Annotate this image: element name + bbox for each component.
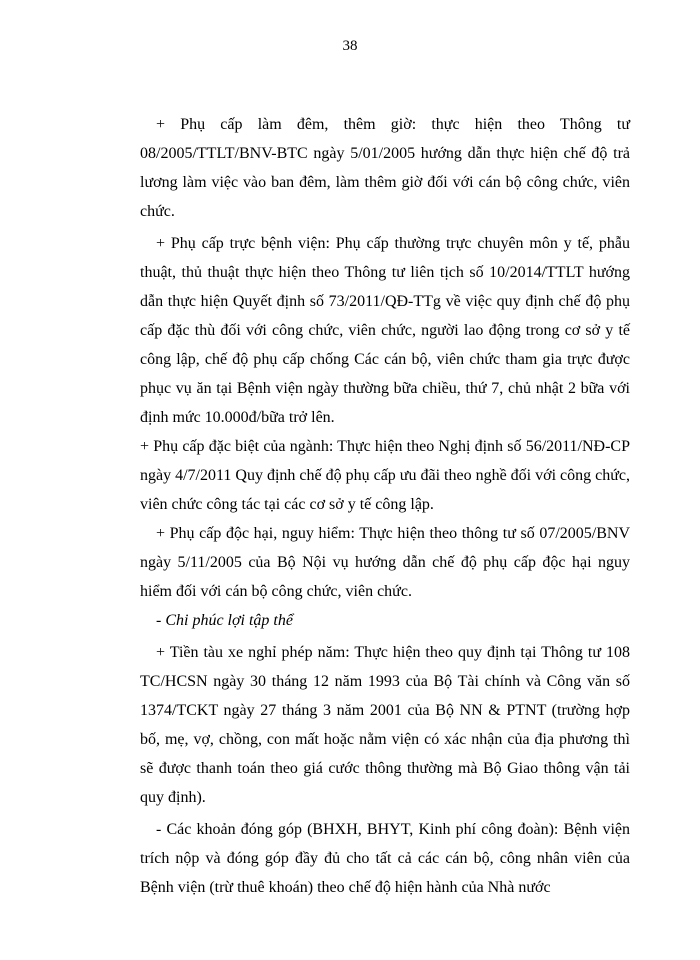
paragraph-annual-leave-travel: + Tiền tàu xe nghỉ phép năm: Thực hiện theo quy định tại Thông tư 108 TC/HCSN ngày 30 tháng 12 năm 1993 của Bộ Tài chính và Công văn số 1374/TCKT ngày 27 tháng 3 năm 2001 của Bộ NN & PTNT (trường hợp bố, mẹ, vợ, chồng, con mất hoặc nằm viện có xác nhận của địa phương thì sẽ được thanh toán theo giá cước thông thường mà Bộ Giao thông vận tải quy định). xyxy=(140,644,630,806)
paragraph-hazard-allowance: + Phụ cấp độc hại, nguy hiểm: Thực hiện theo thông tư số 07/2005/BNV ngày 5/11/2005 của Bộ Nội vụ hướng dẫn chế độ phụ cấp độc hại nguy hiểm đối với cán bộ công chức, viên chức. xyxy=(140,525,630,600)
paragraph-hospital-duty-allowance: + Phụ cấp trực bệnh viện: Phụ cấp thường trực chuyên môn y tế, phẫu thuật, thủ thuật thực hiện theo Thông tư liên tịch số 10/2014/TTLT hướng dẫn thực hiện Quyết định số 73/2011/QĐ-TTg về việc quy định chế độ phụ cấp đặc thù đối với công chức, viên chức, người lao động trong cơ sở y tế công lập, chế độ phụ cấp chống Các cán bộ, viên chức tham gia trực được phục vụ ăn tại Bệnh viện ngày thường bữa chiều, thứ 7, chủ nhật 2 bữa với định mức 10.000đ/bữa trở lên. xyxy=(140,235,630,426)
paragraph-night-overtime-allowance: + Phụ cấp làm đêm, thêm giờ: thực hiện theo Thông tư 08/2005/TTLT/BNV-BTC ngày 5/01/2005 hướng dẫn thực hiện chế độ trả lương làm việc vào ban đêm, làm thêm giờ đối với cán bộ công chức, viên chức. xyxy=(140,116,630,220)
page-number: 38 xyxy=(342,38,358,54)
paragraph-contributions: - Các khoản đóng góp (BHXH, BHYT, Kinh phí công đoàn): Bệnh viện trích nộp và đóng góp đầy đủ cho tất cả các cán bộ, công nhân viên của Bệnh viện (trừ thuê khoán) theo chế độ hiện hành của Nhà nước xyxy=(140,821,630,896)
paragraph-special-sector-allowance: + Phụ cấp đặc biệt của ngành: Thực hiện theo Nghị định số 56/2011/NĐ-CP ngày 4/7/2011 Quy định chế độ phụ cấp ưu đãi theo nghề đối với công chức, viên chức công tác tại các cơ sở y tế công lập. xyxy=(140,438,630,513)
section-heading-collective-welfare: - Chi phúc lợi tập thể xyxy=(156,612,293,629)
page-body xyxy=(140,110,630,902)
